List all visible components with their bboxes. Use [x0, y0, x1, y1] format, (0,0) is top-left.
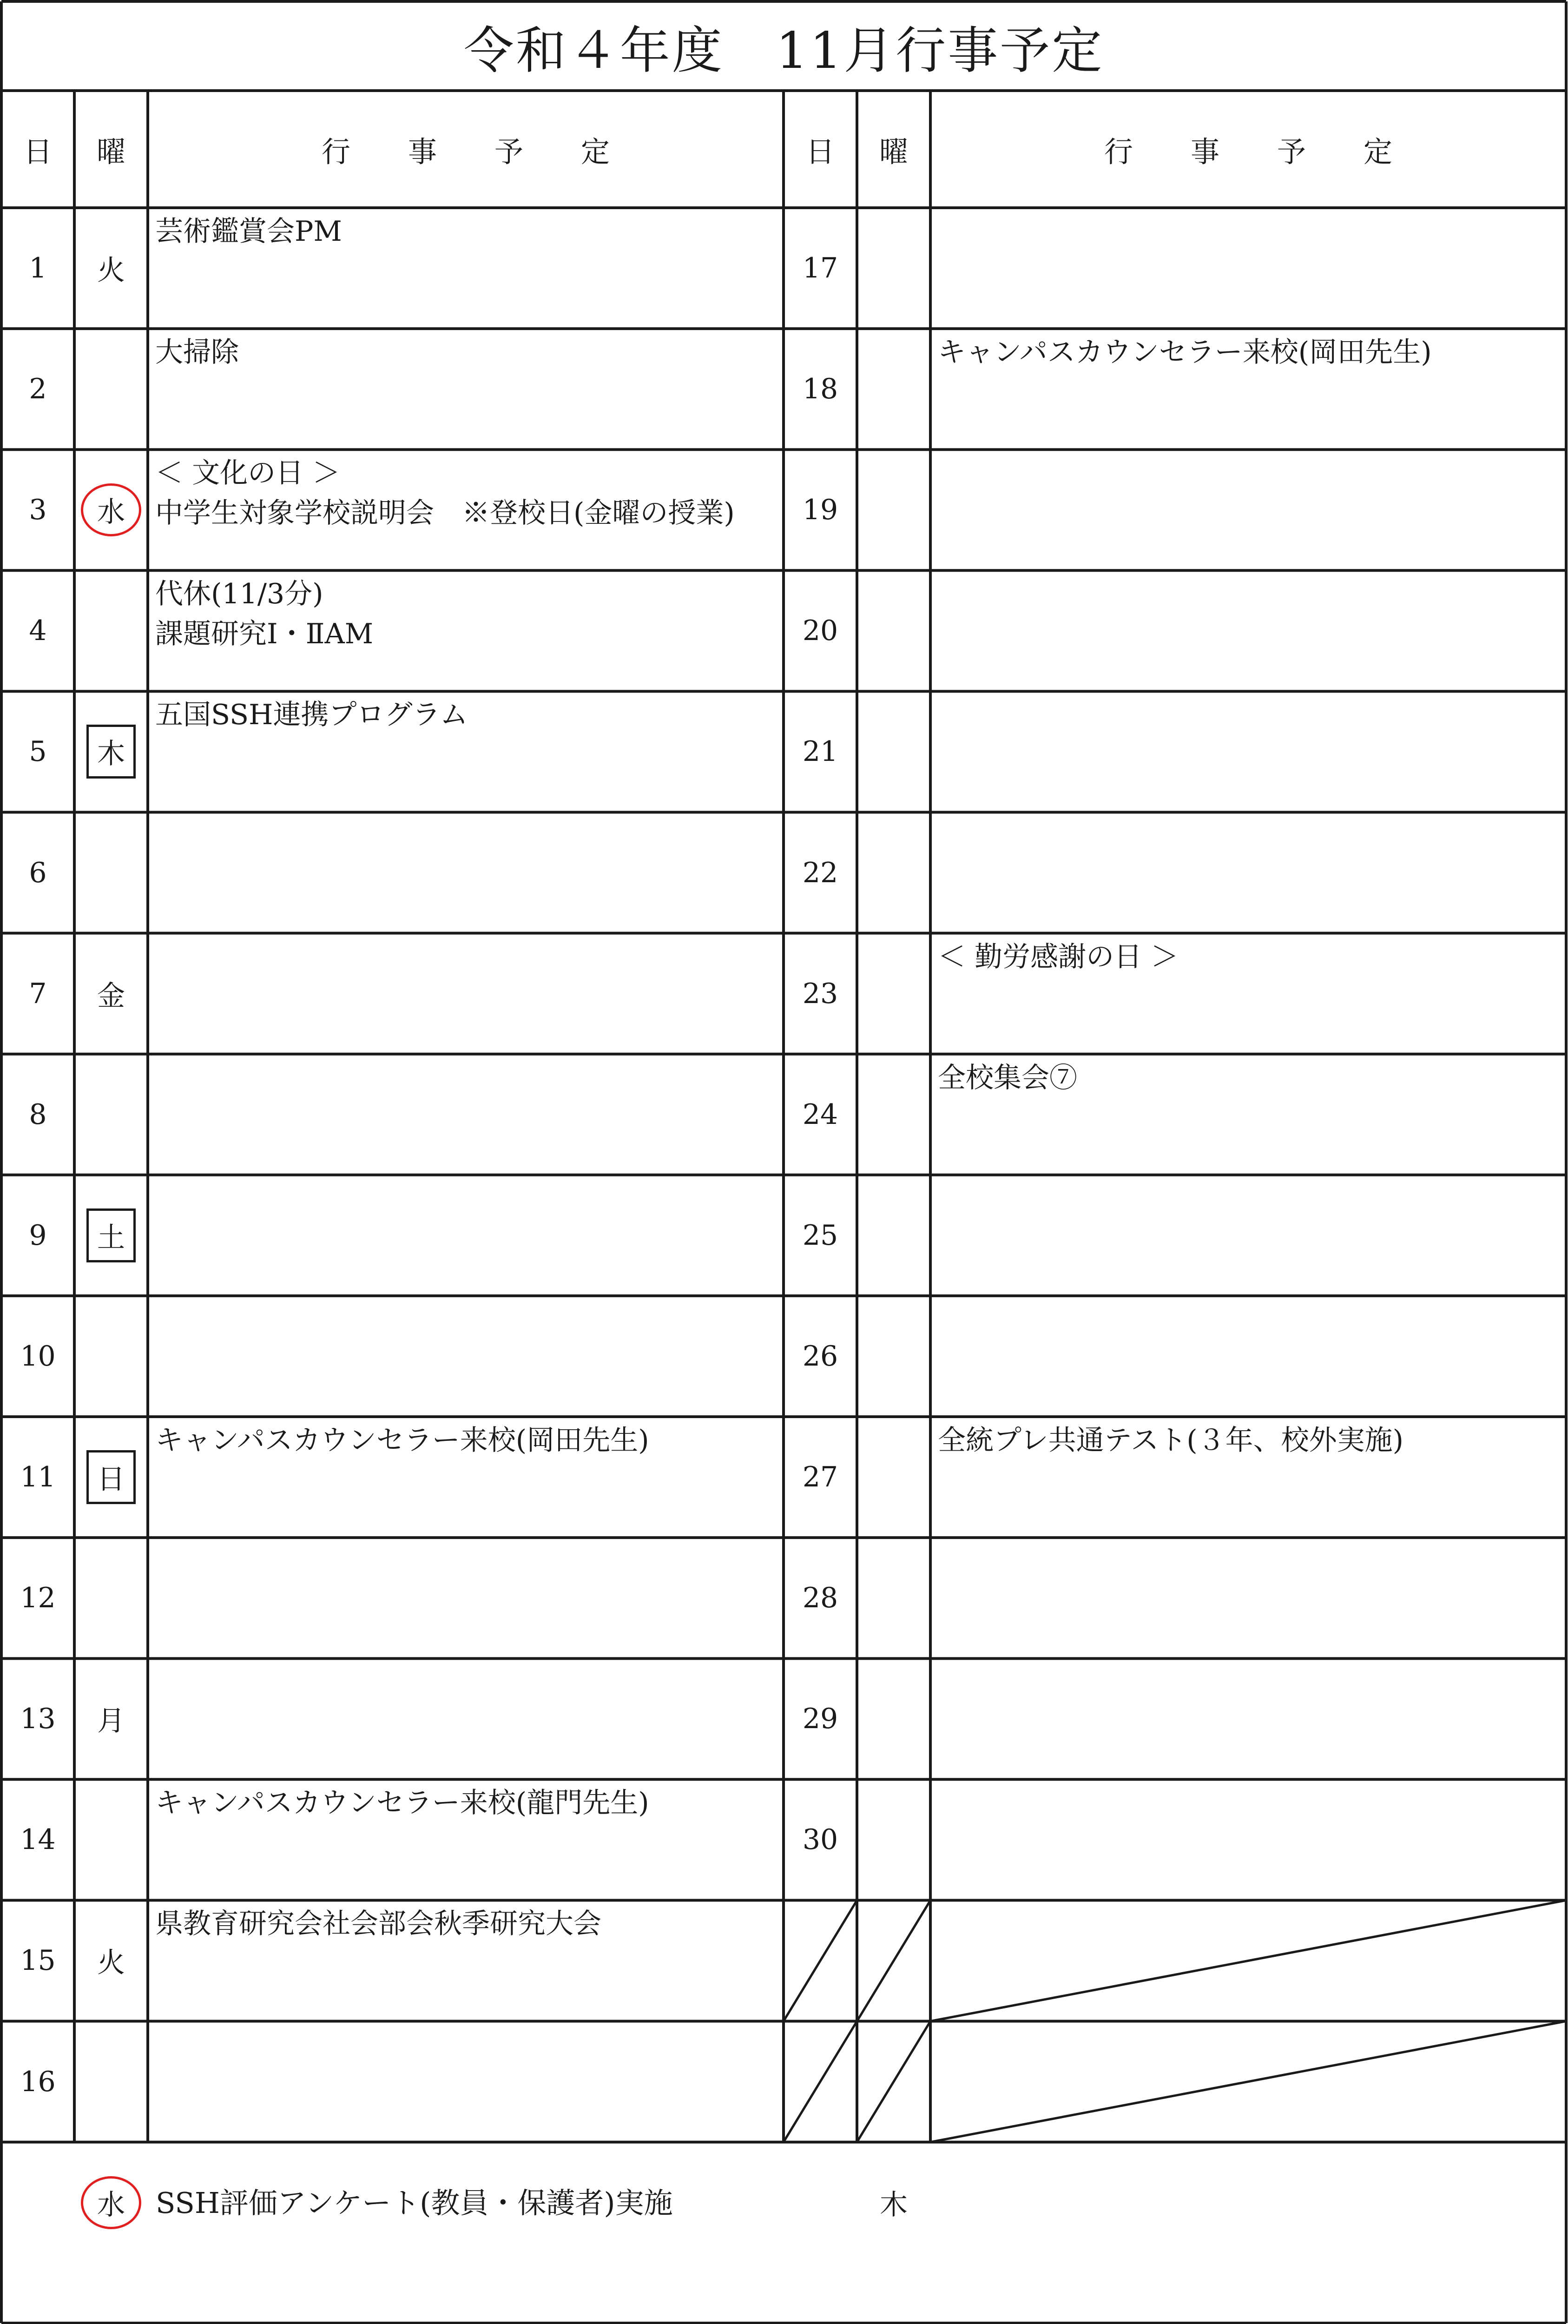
weekday-label: 水 [97, 2188, 125, 2221]
events-cell [148, 1662, 784, 1779]
day-number: 23 [802, 977, 838, 1010]
weekday [74, 449, 148, 570]
events-cell [930, 1662, 1566, 1779]
page-title: 令和４年度 11月行事予定 [463, 21, 1104, 80]
day-number: 1 [29, 252, 47, 285]
day-number: 29 [802, 1703, 838, 1736]
event-text: 課題研究Ⅰ・ⅡAM [155, 618, 374, 651]
events-cell [930, 332, 1566, 449]
events-cell [148, 1541, 784, 1658]
events-cell [148, 1300, 784, 1417]
day-number: 30 [802, 1823, 838, 1856]
weekday [74, 691, 148, 812]
events-cell [148, 1904, 784, 2021]
weekday [74, 2142, 148, 2263]
day-number: 8 [29, 1098, 47, 1131]
day-number: 6 [29, 856, 47, 889]
header-day-right: 日 [805, 134, 835, 169]
event-text: 全統プレ共通テスト(３年、校外実施) [938, 1424, 1404, 1457]
events-cell [148, 211, 784, 329]
day-number: 18 [802, 373, 838, 406]
empty-cell-diagonal [857, 1900, 930, 2021]
weekday-label: 水 [97, 496, 125, 529]
header-weekday-left: 曜 [96, 134, 125, 169]
header-events-left: 行 事 予 定 [321, 134, 610, 169]
weekday [74, 1175, 148, 1296]
events-cell [148, 2025, 784, 2142]
events-cell [930, 1541, 1566, 1658]
header-weekday-right: 曜 [879, 134, 908, 169]
event-text: 大掃除 [155, 336, 239, 369]
event-text: キャンパスカウンセラー来校(岡田先生) [155, 1424, 649, 1457]
event-text: ＜ 文化の日 ＞ [155, 457, 341, 490]
event-text: 芸術鑑賞会PM [155, 215, 342, 248]
day-number: 12 [20, 1582, 56, 1615]
events-cell [930, 1420, 1566, 1538]
weekday-label: 木 [97, 738, 125, 771]
event-text: キャンパスカウンセラー来校(龍門先生) [155, 1787, 649, 1820]
events-cell [930, 574, 1566, 691]
events-cell [148, 574, 784, 691]
weekday [74, 1658, 148, 1779]
events-cell [148, 937, 784, 1054]
header-day-left: 日 [23, 134, 53, 169]
day-number: 28 [802, 1582, 838, 1615]
day-number: 22 [802, 856, 838, 889]
event-text: 県教育研究会社会部会秋季研究大会 [155, 1908, 601, 1941]
day-number: 27 [802, 1461, 838, 1494]
day-number: 14 [20, 1823, 56, 1856]
day-number: 2 [29, 373, 47, 406]
day-number: 10 [20, 1340, 56, 1373]
events-cell [930, 1058, 1566, 1175]
empty-cell-diagonal [784, 2021, 857, 2142]
events-cell [930, 1783, 1566, 1900]
day-number: 17 [802, 252, 838, 285]
day-number: 21 [802, 735, 838, 768]
day-number: 7 [29, 977, 47, 1010]
weekday-label: 火 [97, 254, 125, 287]
events-cell [930, 1179, 1566, 1296]
events-cell [930, 1300, 1566, 1417]
event-text: 全校集会⑦ [938, 1061, 1077, 1094]
events-cell [148, 1179, 784, 1296]
weekday-label: 金 [97, 979, 125, 1012]
event-text: ＜ 勤労感謝の日 ＞ [938, 940, 1179, 973]
events-cell [930, 816, 1566, 933]
weekday-label: 日 [97, 1463, 125, 1496]
day-number: 24 [802, 1098, 838, 1131]
day-number: 16 [20, 2065, 56, 2098]
day-number: 4 [29, 614, 47, 647]
event-text: 代休(11/3分) [155, 578, 323, 611]
weekday [74, 1417, 148, 1538]
header-events-right: 行 事 予 定 [1104, 134, 1392, 169]
day-number: 25 [802, 1219, 838, 1252]
day-number: 3 [29, 494, 47, 527]
event-text: 中学生対象学校説明会 ※登校日(金曜の授業) [155, 497, 735, 530]
weekday [74, 208, 148, 329]
weekday [74, 933, 148, 1054]
events-cell [930, 453, 1566, 570]
events-cell [148, 1420, 784, 1538]
day-number: 19 [802, 494, 838, 527]
events-cell [148, 816, 784, 933]
events-cell [930, 211, 1566, 329]
events-cell [148, 1058, 784, 1175]
day-number: 13 [20, 1703, 56, 1736]
empty-cell-diagonal [784, 1900, 857, 2021]
weekday-label: 土 [97, 1221, 125, 1254]
events-cell [930, 937, 1566, 1054]
footer-note: SSH評価アンケート(教員・保護者)実施 [156, 2186, 673, 2220]
events-cell [148, 453, 784, 570]
weekday [74, 1900, 148, 2021]
event-text: 五国SSH連携プログラム [155, 699, 468, 732]
day-number: 26 [802, 1340, 838, 1373]
event-text: キャンパスカウンセラー来校(岡田先生) [938, 336, 1432, 369]
day-number: 15 [20, 1944, 56, 1977]
day-number: 11 [20, 1461, 56, 1494]
weekday-label: 月 [97, 1705, 125, 1738]
weekday-label: 木 [880, 2188, 908, 2221]
day-number: 9 [29, 1219, 47, 1252]
events-cell [148, 1783, 784, 1900]
empty-cell-diagonal [857, 2021, 930, 2142]
day-number: 5 [29, 735, 47, 768]
day-number: 20 [802, 614, 838, 647]
events-cell [148, 695, 784, 812]
events-cell [930, 695, 1566, 812]
empty-cell-diagonal [930, 2021, 1566, 2142]
empty-cell-diagonal [930, 1900, 1566, 2021]
events-cell [148, 332, 784, 449]
weekday-label: 火 [97, 1947, 125, 1980]
